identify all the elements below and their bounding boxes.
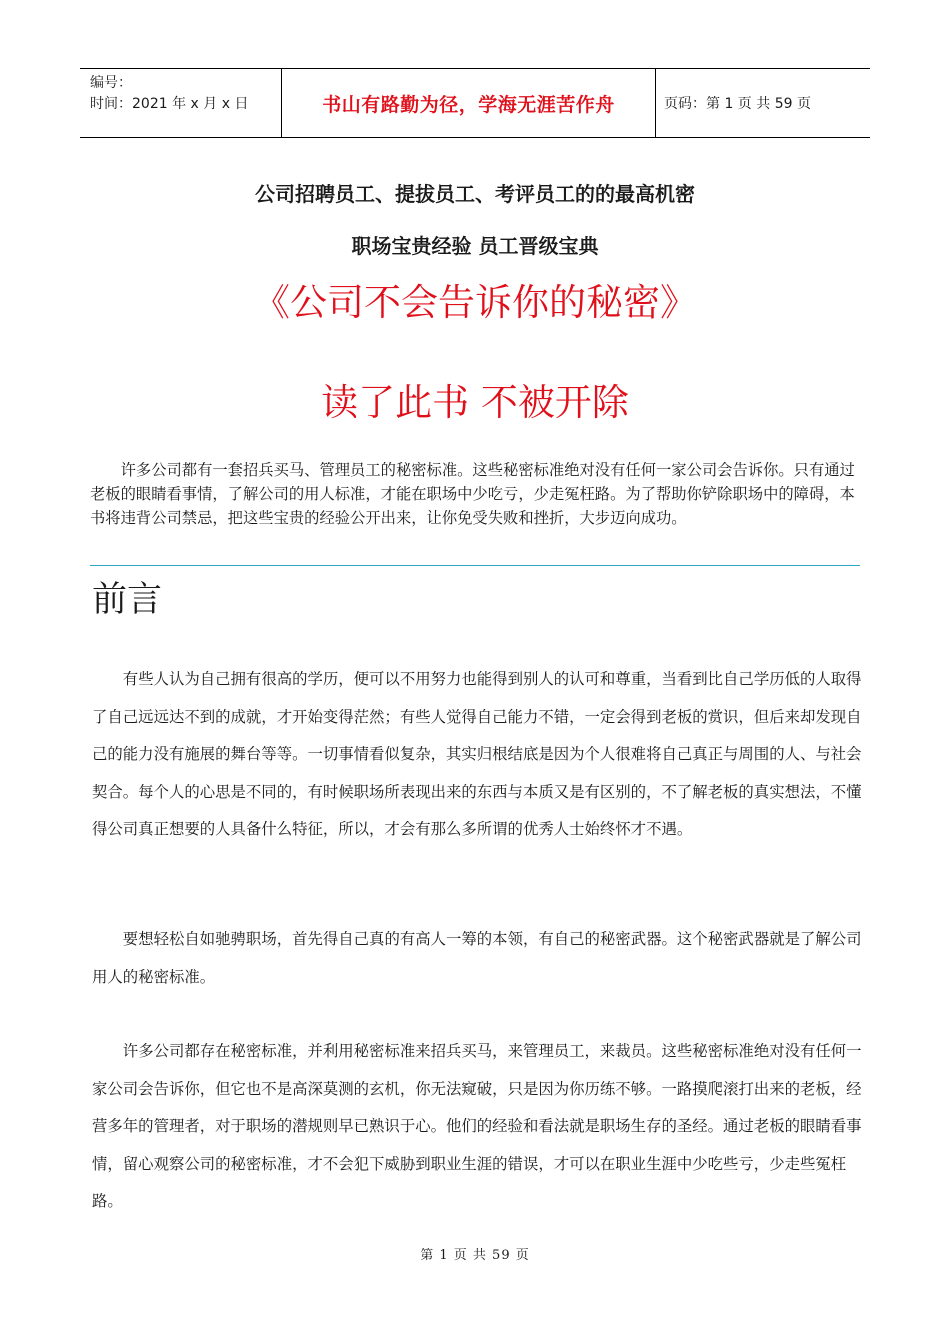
- body-paragraph: 要想轻松自如驰骋职场，首先得自己真的有高人一筹的本领，有自己的秘密武器。这个秘密武器就是了解公司用人的秘密标准。: [92, 930, 862, 986]
- body-paragraph: 有些人认为自己拥有很高的学历，便可以不用努力也能得到别人的认可和尊重，当看到比自己学历低的人取得了自己远远达不到的成就，才开始变得茫然；有些人觉得自己能力不错，一定会得到老板的赏识，但后来却发现自己的能力没有施展的舞台等等。一切事情看似复杂，其实归根结底是因为个人很难将自己真正与周围的人、与社会契合。每个人的心思是不同的，有时候职场所表现出来的东西与本质又是有区别的，不了解老板的真实想法，不懂得公司真正想要的人具备什么特征，所以，才会有那么多所谓的优秀人士始终怀才不遇。: [92, 670, 862, 838]
- header-motto: 书山有路勤为径，学海无涯苦作舟: [282, 69, 656, 137]
- page-footer: 第 1 页 共 59 页: [420, 1248, 530, 1263]
- subtitle-secret: 公司招聘员工、提拔员工、考评员工的的最高机密: [255, 182, 695, 206]
- preface-heading: 前言: [92, 580, 163, 620]
- document-date: 时间：2021 年 x 月 x 日: [90, 96, 249, 112]
- subtitle-guide: 职场宝贵经验 员工晋级宝典: [351, 234, 599, 258]
- book-slogan: 读了此书 不被开除: [321, 381, 629, 424]
- header-page-info: 页码：第 1 页 共 59 页: [664, 96, 811, 112]
- section-divider: [90, 565, 860, 566]
- intro-paragraph: 许多公司都有一套招兵买马、管理员工的秘密标准。这些秘密标准绝对没有任何一家公司会告诉你。只有通过老板的眼睛看事情，了解公司的用人标准，才能在职场中少吃亏，少走冤枉路。为了帮助你铲除职场中的障碍，本书将违背公司禁忌，把这些宝贵的经验公开出来，让你免受失败和挫折，大步迈向成功。: [90, 461, 855, 527]
- header-meta-cell: [80, 69, 282, 137]
- header-table: [80, 68, 870, 138]
- body-paragraph: 许多公司都存在秘密标准，并利用秘密标准来招兵买马，来管理员工，来裁员。这些秘密标准绝对没有任何一家公司会告诉你，但它也不是高深莫测的玄机，你无法窥破，只是因为你历练不够。一路摸爬滚打出来的老板，经营多年的管理者，对于职场的潜规则早已熟识于心。他们的经验和看法就是职场生存的圣经。通过老板的眼睛看事情，留心观察公司的秘密标准，才不会犯下威胁到职业生涯的错误，才可以在职业生涯中少吃些亏，少走些冤枉路。: [92, 1042, 862, 1210]
- document-number-label: 编号：: [90, 75, 132, 91]
- book-title: 《公司不会告诉你的秘密》: [253, 281, 697, 324]
